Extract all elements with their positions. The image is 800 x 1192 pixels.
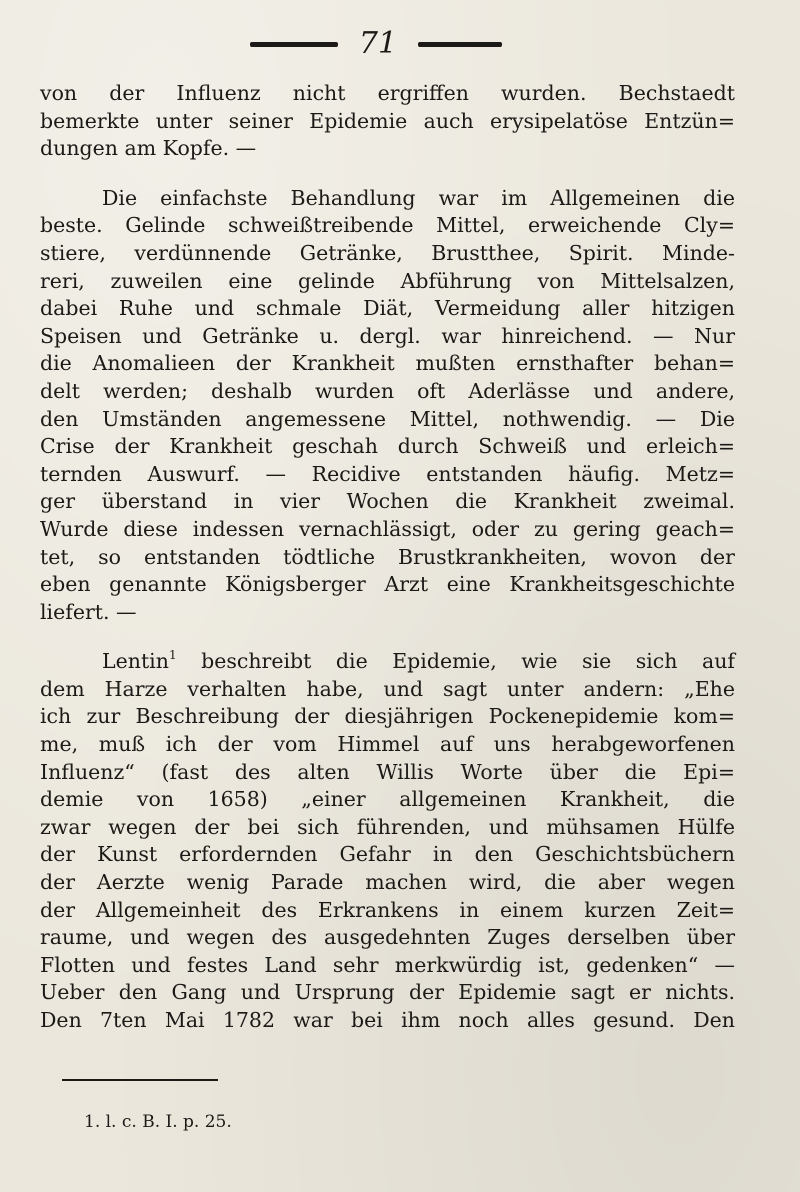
footnote-rule — [62, 1079, 218, 1081]
text-line-rest: beschreibt die Epidemie, wie sie sich auf — [176, 649, 735, 674]
text-line: reri, zuweilen eine gelinde Abführung von Mittelsalzen, — [40, 268, 735, 293]
paragraph-gap — [40, 626, 735, 648]
text-line: der Kunst erfordernden Gefahr in den Geschichtsbüchern — [40, 842, 735, 867]
text-line: ich zur Beschreibung der diesjährigen Pockenepidemie kom= — [40, 704, 735, 729]
page-number: 71 — [358, 26, 398, 61]
text-line: beste. Gelinde schweißtreibende Mittel, erweichende Cly= — [40, 213, 735, 238]
text-line: Flotten und festes Land sehr merkwürdig ist, gedenken“ — — [40, 952, 735, 977]
text-line: delt werden; deshalb wurden oft Aderlässe und andere, — [40, 378, 735, 403]
page-header — [0, 26, 800, 66]
text-line: eben genannte Königsberger Arzt eine Krankheitsgeschichte — [40, 572, 735, 597]
text-line: me, muß ich der vom Himmel auf uns herabgeworfenen — [40, 732, 735, 757]
text-line: bemerkte unter seiner Epidemie auch erysipelatöse Entzün= — [40, 108, 735, 133]
text-line: von der Influenz nicht ergriffen wurden. Bechstaedt — [40, 81, 735, 105]
text-line: raume, und wegen des ausgedehnten Zuges derselben über — [40, 925, 735, 950]
text-line: demie von 1658) „einer allgemeinen Krankheit, die — [40, 787, 735, 812]
text-line: der Aerzte wenig Parade machen wird, die aber wegen — [40, 870, 735, 895]
paragraph-1 — [40, 80, 735, 163]
text-line: stiere, verdünnende Getränke, Brustthee, Spirit. Minde- — [40, 240, 735, 265]
body-text — [40, 80, 735, 1035]
text-line: dem Harze verhalten habe, und sagt unter andern: „Ehe — [40, 676, 735, 701]
text-line: ternden Auswurf. — Recidive entstanden häufig. Metz= — [40, 461, 735, 486]
text-line — [40, 648, 735, 676]
text-line: den Umständen angemessene Mittel, nothwendig. — Die — [40, 406, 735, 431]
text-line: Ueber den Gang und Ursprung der Epidemie sagt er nichts. — [40, 980, 735, 1005]
text-line: dungen am Kopfe. — — [40, 136, 257, 161]
text-line: Wurde diese indessen vernachlässigt, oder zu gering geach= — [40, 516, 735, 541]
text-line: Die einfachste Behandlung war im Allgemeinen die — [102, 185, 735, 210]
text-line: der Allgemeinheit des Erkrankens in einem kurzen Zeit= — [40, 897, 735, 922]
text-line: zwar wegen der bei sich führenden, und mühsamen Hülfe — [40, 814, 735, 839]
text-line: Speisen und Getränke u. dergl. war hinreichend. — Nur — [40, 323, 735, 348]
text-line: Influenz“ (fast des alten Willis Worte über die Epi= — [40, 759, 735, 784]
paragraph-gap — [40, 163, 735, 185]
text-line: tet, so entstanden tödtliche Brustkrankheiten, wovon der — [40, 544, 735, 569]
paragraph-3 — [40, 648, 735, 1034]
text-line: Crise der Krankheit geschah durch Schweiß und erleich= — [40, 434, 735, 459]
footnote-marker: 1 — [168, 648, 177, 663]
footnote: 1. l. c. B. I. p. 25. — [84, 1112, 232, 1132]
text-line: ger überstand in vier Wochen die Krankheit zweimal. — [40, 489, 735, 514]
text-line: dabei Ruhe und schmale Diät, Vermeidung aller hitzigen — [40, 296, 735, 321]
header-rule-left — [250, 42, 338, 47]
author-name: Lentin — [102, 649, 169, 674]
text-line: liefert. — — [40, 599, 137, 624]
text-line: Den 7ten Mai 1782 war bei ihm noch alles gesund. Den — [40, 1008, 735, 1032]
header-rule-right — [418, 42, 502, 47]
text-line: die Anomalieen der Krankheit mußten ernsthafter behan= — [40, 351, 735, 376]
paragraph-2 — [40, 185, 735, 627]
